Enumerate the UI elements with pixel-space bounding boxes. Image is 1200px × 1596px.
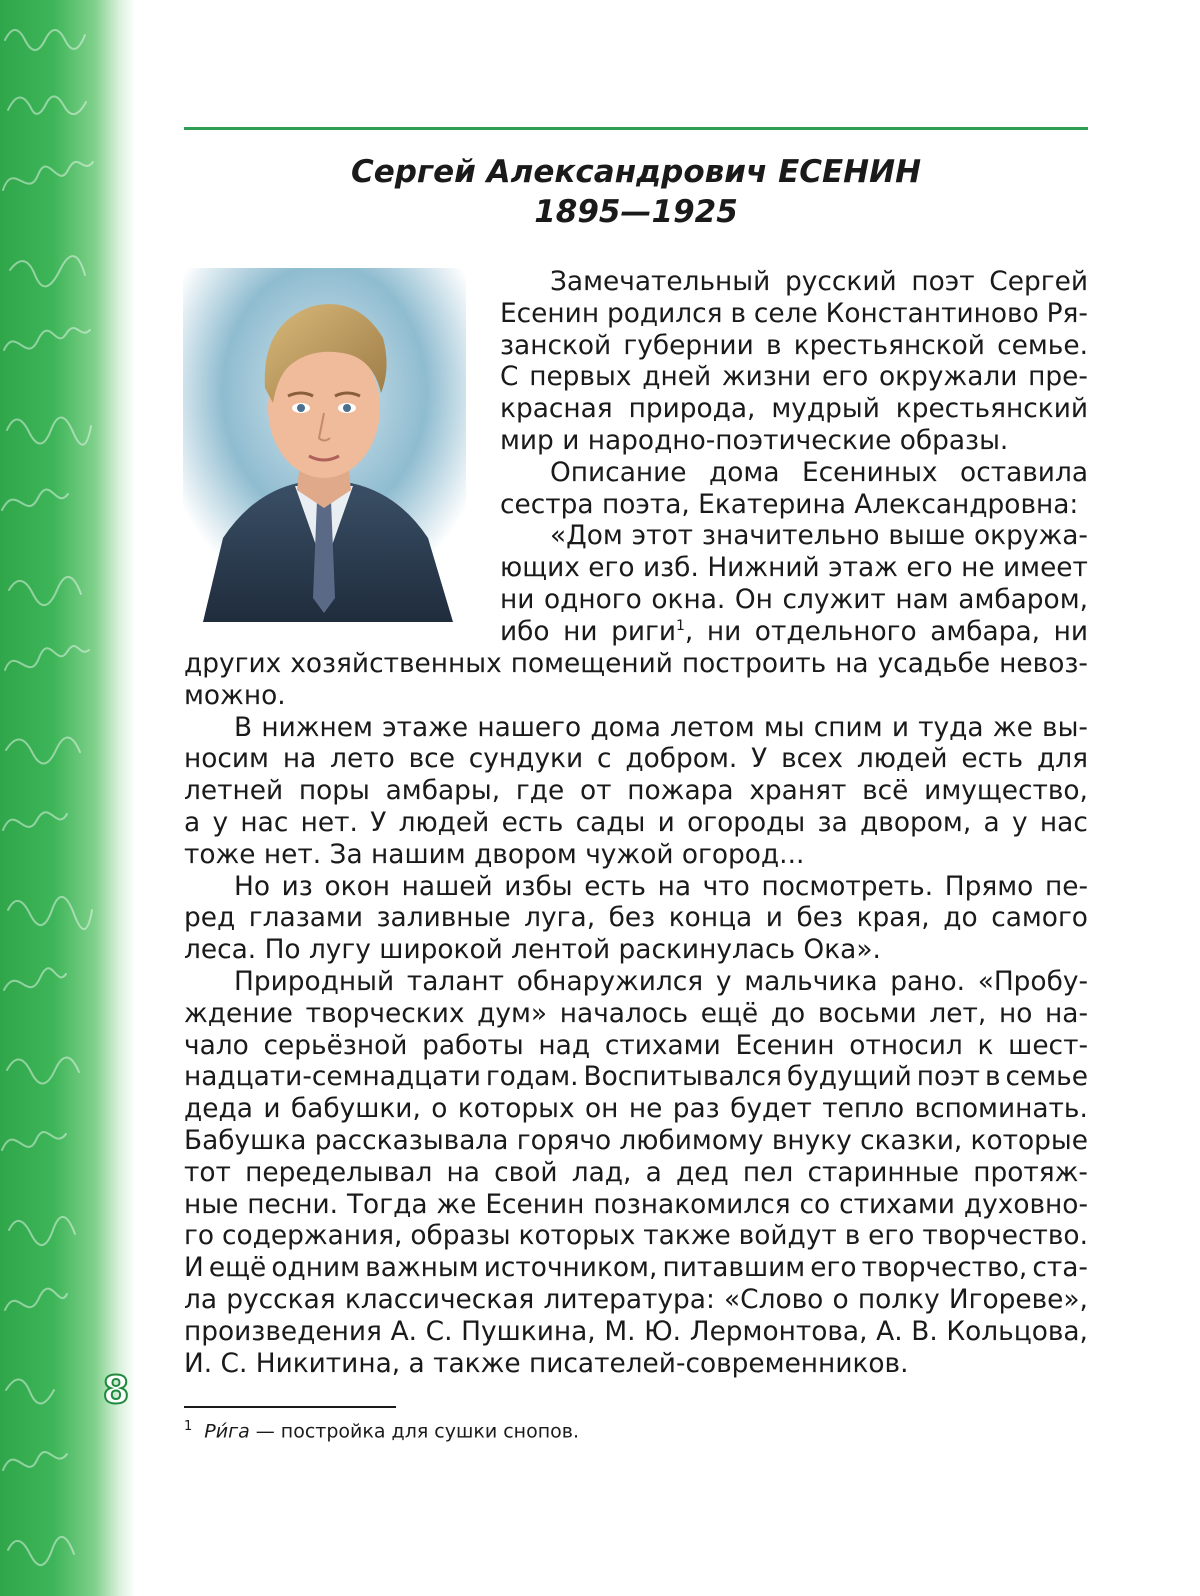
portrait-icon	[183, 268, 466, 622]
page-title	[184, 152, 1088, 232]
text-line: ред глазами заливные луга, без конца и без края, до самого	[184, 902, 1088, 934]
text-line: Но из окон нашей избы есть на что посмотреть. Прямо пе-	[234, 870, 1088, 902]
text-line: красная природа, мудрый крестьянский	[500, 393, 1088, 425]
text-line: Есенин родился в селе Константиново Ря-	[500, 297, 1088, 329]
footnote-term: Ри́га	[204, 1420, 250, 1443]
text-line: ла русская классическая литература: «Слово о полку Игореве»,	[184, 1283, 1088, 1315]
text-line: мир и народно-поэтические образы.	[500, 424, 1009, 456]
line-riga: ибо ни риги$^1$, ни отдельного амбара, ни	[500, 615, 1088, 647]
text-line: а у нас нет. У людей есть сады и огороды за двором, а у нас	[184, 806, 1088, 838]
intro-column	[500, 266, 1088, 648]
footnote-rule	[184, 1406, 396, 1408]
text-line: чало серьёзной работы над стихами Есенин относил к шест-	[184, 1029, 1088, 1061]
text-line: Замечательный русский поэт Сергей	[550, 266, 1088, 297]
text-line: тот переделывал на свой лад, а дед пел старинные протяж-	[184, 1156, 1088, 1188]
text-line: го содержания, образы которых также войдут в его творчество.	[184, 1220, 1088, 1252]
text-line: произведения А. С. Пушкина, М. Ю. Лермонтова, А. В. Кольцова,	[184, 1315, 1088, 1347]
text-line: деда и бабушки, о которых он не раз будет тепло вспоминать.	[184, 1093, 1088, 1125]
text-line: В нижнем этаже нашего дома летом мы спим и туда же вы-	[234, 711, 1088, 743]
footnote-definition: — постройка для сушки снопов.	[249, 1420, 580, 1443]
text-line: других хозяйственных помещений построить на усадьбе невоз-	[184, 648, 1088, 679]
text-line: Бабушка рассказывала горячо любимому внуку сказки, которые	[184, 1124, 1088, 1156]
body-text	[184, 648, 1088, 1379]
header-rule	[184, 127, 1088, 130]
text-line: ные песни. Тогда же Есенин познакомился со стихами духовно-	[184, 1188, 1088, 1220]
footnote-ref: 1	[676, 617, 685, 634]
text-line: леса. По лугу широкой лентой раскинулась Ока».	[184, 934, 881, 966]
text-line: летней поры амбары, где от пожара хранят всё имущество,	[184, 775, 1088, 807]
text-line: И ещё одним важным источником, питавшим его творчество, ста-	[184, 1252, 1088, 1284]
text-line: Описание дома Есениных оставила	[550, 456, 1088, 488]
text-line: можно.	[184, 679, 286, 711]
title-name: Сергей Александрович ЕСЕНИН	[350, 154, 922, 190]
footnote-mark: 1	[184, 1419, 193, 1434]
text-line: ни одного окна. Он служит нам амбаром,	[500, 583, 1088, 615]
title-years: 1895—1925	[534, 194, 738, 230]
text-line: «Дом этот значительно выше окружа-	[550, 520, 1088, 552]
text-line: ющих его изб. Нижний этаж его не имеет	[500, 552, 1088, 584]
portrait-image	[183, 268, 466, 622]
text-line: тоже нет. За нашим двором чужой огород...	[184, 838, 805, 870]
footnote	[184, 1414, 1088, 1444]
handwriting-pattern-icon	[0, 0, 135, 1596]
text-line: носим на лето все сундуки с добром. У всех людей есть для	[184, 743, 1088, 775]
page-number: 8	[102, 1368, 130, 1412]
text-line: надцати-семнадцати годам. Воспитывался будущий поэт в семье	[184, 1061, 1088, 1093]
text-line: ждение творческих дум» началось ещё до восьми лет, но на-	[184, 997, 1088, 1029]
text-line: Природный талант обнаружился у мальчика рано. «Пробу-	[234, 965, 1088, 997]
text-line: И. С. Никитина, а также писателей-современников.	[184, 1347, 909, 1379]
text-line: сестра поэта, Екатерина Александровна:	[500, 488, 1079, 520]
text-line: С первых дней жизни его окружали пре-	[500, 361, 1088, 393]
decorative-side-band	[0, 0, 135, 1596]
text-line: занской губернии в крестьянской семье.	[500, 329, 1088, 361]
